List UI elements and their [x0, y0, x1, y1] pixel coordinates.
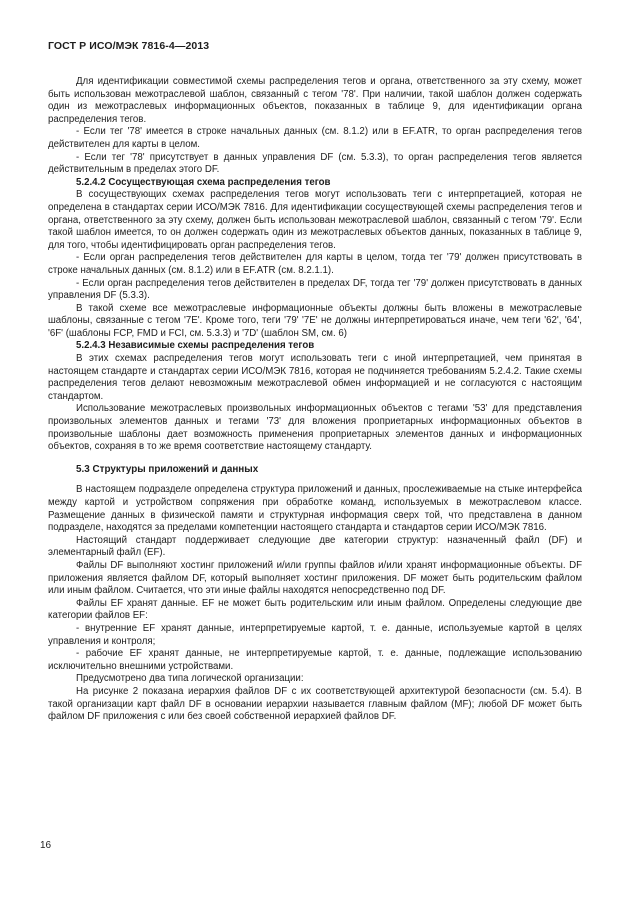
paragraph: - Если тег '78' присутствует в данных управления DF (см. 5.3.3), то орган распределения тегов является действительным в пределах этого DF.	[48, 151, 582, 176]
paragraph: На рисунке 2 показана иерархия файлов DF с их соответствующей архитектурой безопасности (см. 5.4). В такой организации карт файл DF в основании иерархии называется главным файлом (MF); любой DF может быть файлом DF приложения с или без своей собственной иерархией файлов DF.	[48, 685, 582, 723]
paragraph: - рабочие EF хранят данные, не интерпретируемые картой, т. е. данные, подлежащие использованию исключительно внешними устройствами.	[48, 648, 582, 672]
paragraph: Настоящий стандарт поддерживает следующие две категории структур: назначенный файл (DF) и элементарный файл (EF).	[48, 534, 582, 559]
document-page	[48, 40, 582, 724]
page-number: 16	[40, 840, 52, 851]
paragraph: Для идентификации совместимой схемы распределения тегов и органа, ответственного за эту схему, может быть использован межотраслевой шаблон, связанный с тегом '78'. При наличии, такой шаблон должен содержать один из межотраслевых информационных объектов, показанных в таблице 9, для идентификации органа распределения тегов.	[48, 76, 582, 125]
paragraph: Файлы DF выполняют хостинг приложений и/или группы файлов и/или хранят информационные объекты. DF приложения является файлом DF, который выполняет хостинг приложения. DF может быть родительским файлом или иным файлом. Считается, что эти иные файлы находятся непосредственно под DF.	[48, 559, 582, 597]
paragraph: - Если тег '78' имеется в строке начальных данных (см. 8.1.2) или в EF.ATR, то орган распределения тегов действителен для карты в целом.	[48, 126, 582, 150]
paragraph: - Если орган распределения тегов действителен для карты в целом, тогда тег '79' должен присутствовать в строке начальных данных (см. 8.1.2) или в EF.ATR (см. 8.2.1.1).	[48, 252, 582, 276]
section-heading-53: 5.3 Структуры приложений и данных	[76, 463, 259, 475]
page-header: ГОСТ Р ИСО/МЭК 7816-4—2013	[48, 40, 210, 52]
paragraph: В сосуществующих схемах распределения тегов могут использовать теги с интерпретацией, которая не определена в стандартах серии ИСО/МЭК 7816. Для идентификации сосуществующей схемы распределения тегов и органа, ответственного за эту схему, должен быть использован межотраслевой шаблон, связанный с тегом '79'. Если такой шаблон имеется, то он должен содержать один из межотраслевых объектов данных, показанных в таблице 9, для того, чтобы идентифицировать орган распределения тегов.	[48, 189, 582, 251]
paragraph: Предусмотрено два типа логической организации:	[76, 673, 304, 685]
paragraph: Файлы EF хранят данные. EF не может быть родительским или иным файлом. Определены следующие две категории файлов EF:	[48, 597, 582, 622]
paragraph: В настоящем подразделе определена структура приложений и данных, прослеживаемые на стыке интерфейса между картой и устройством сопряжения при обработке команд, используемых в межотраслевом классе. Размещение данных в физической памяти и структурная информация сверх той, что представлена в данном подразделе, находятся за пределами компетенции настоящего стандарта и стандартов серии ИСО/МЭК 7816.	[48, 484, 582, 534]
paragraph: - внутренние EF хранят данные, интерпретируемые картой, т. е. данные, используемые картой в целях управления и контроля;	[48, 622, 582, 647]
paragraph: В такой схеме все межотраслевые информационные объекты должны быть вложены в межотраслевые шаблоны, связанные с тегом '7E'. Кроме того, теги '79' '7E' не должны интерпретироваться иначе, чем теги '62', '64', '6F' (шаблоны FCP, FMD и FCI, см. 5.3.3) и '7D' (шаблон SM, см. 6)	[48, 302, 582, 339]
paragraph: Использование межотраслевых произвольных информационных объектов с тегами '53' для представления произвольных элементов данных и тегами '73' для вложения проприетарных информационных объектов в произвольные шаблоны дает возможность применения проприетарных элементов данных и информационных объектов, сохраняя в то же время соответствие настоящему стандарту.	[48, 403, 582, 453]
section-heading-5242: 5.2.4.2 Сосуществующая схема распределения тегов	[76, 176, 331, 188]
section-heading-5243: 5.2.4.3 Независимые схемы распределения тегов	[76, 340, 315, 352]
paragraph: В этих схемах распределения тегов могут использовать теги с иной интерпретацией, чем принятая в настоящем стандарте и стандартах серии ИСО/МЭК 7816, которая не подчиняется требованиям 5.2.4.2. Такие схемы распределения тегов делают невозможным межотраслевой обмен информацией и не согласуются с настоящим стандартом.	[48, 353, 582, 402]
paragraph: - Если орган распределения тегов действителен в пределах DF, тогда тег '79' должен присутствовать в данных управления DF (5.3.3).	[48, 277, 582, 302]
